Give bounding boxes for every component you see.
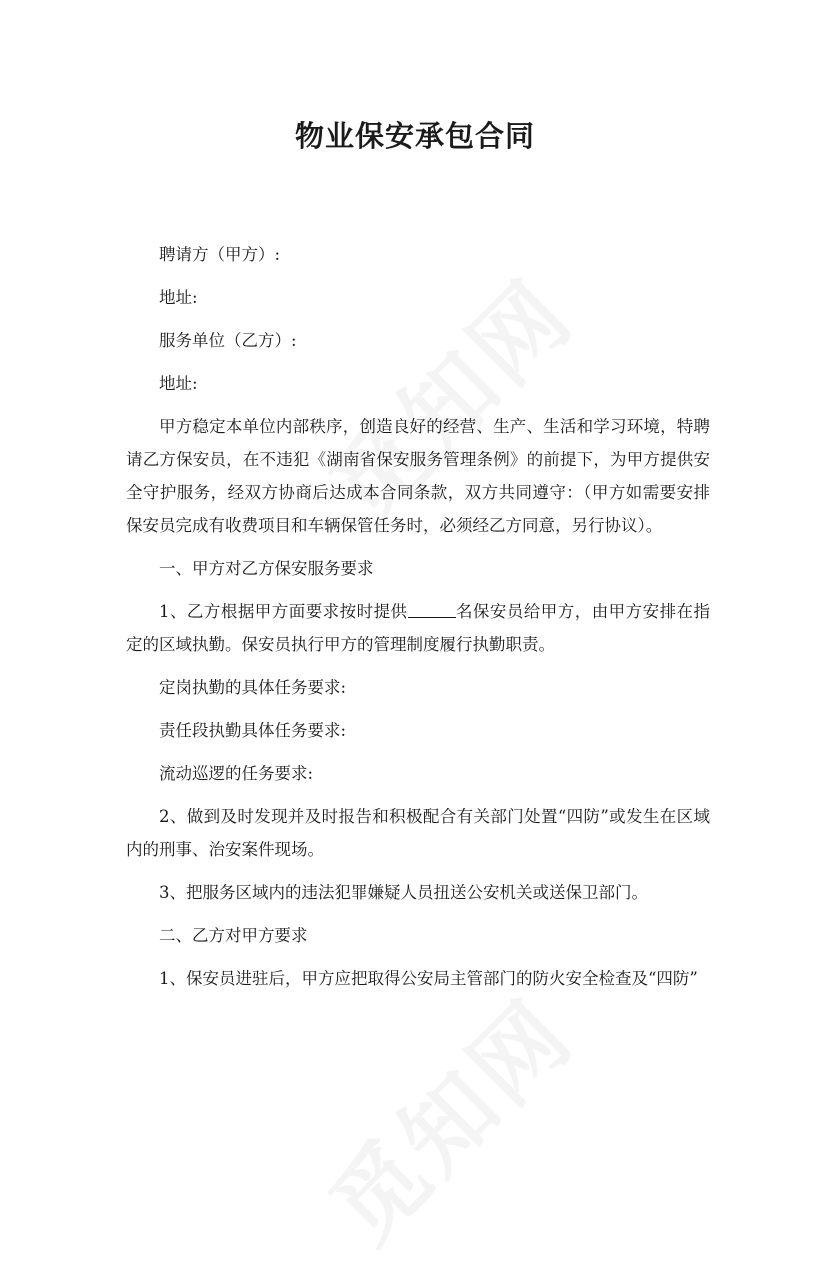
document-body [126,238,710,1005]
service-unit-address-label: 地址: [159,374,198,393]
clause-1-2: 2、做到及时发现并及时报告和积极配合有关部门处置“四防”或发生在区域内的刑事、治安案件现场。 [126,807,710,859]
clause-1-1 [126,595,710,661]
section-2-heading: 二、乙方对甲方要求 [159,926,308,945]
section-1-heading: 一、甲方对乙方保安服务要求 [159,559,374,578]
watermark [296,965,597,1266]
service-unit-label: 服务单位（乙方）: [159,331,297,350]
fill-in-blank[interactable] [408,601,456,618]
patrol-requirements-label: 流动巡逻的任务要求: [159,764,314,783]
intro-paragraph: 甲方稳定本单位内部秩序，创造良好的经营、生产、生活和学习环境，特聘请乙方保安员，在不违犯《湖南省保安服务管理条例》的前提下，为甲方提供安全守护服务，经双方协商后达成本合同条款，双方共同遵守：（甲方如需要安排保安员完成有收费项目和车辆保管任务时，必须经乙方同意，另行协议）。 [126,417,710,535]
clause-1-3: 3、把服务区域内的违法犯罪嫌疑人员扭送公安机关或送保卫部门。 [159,883,648,902]
employer-label: 聘请方（甲方）: [159,245,281,264]
section-post-requirements-label: 责任段执勤具体任务要求: [159,721,347,740]
document-title: 物业保安承包合同 [294,119,535,153]
clause-1-1-start: 1、乙方根据甲方面要求按时提供 [159,602,408,621]
clause-1-1-end: 名保安员给甲方，由甲方安排在指定的区域执勤。保安员执行甲方的管理制度履行执勤职责。 [126,602,711,654]
clause-2-1: 1、保安员进驻后，甲方应把取得公安局主管部门的防火安全检查及“四防” [159,969,698,988]
fixed-post-requirements-label: 定岗执勤的具体任务要求: [159,678,347,697]
employer-address-label: 地址: [159,288,198,307]
